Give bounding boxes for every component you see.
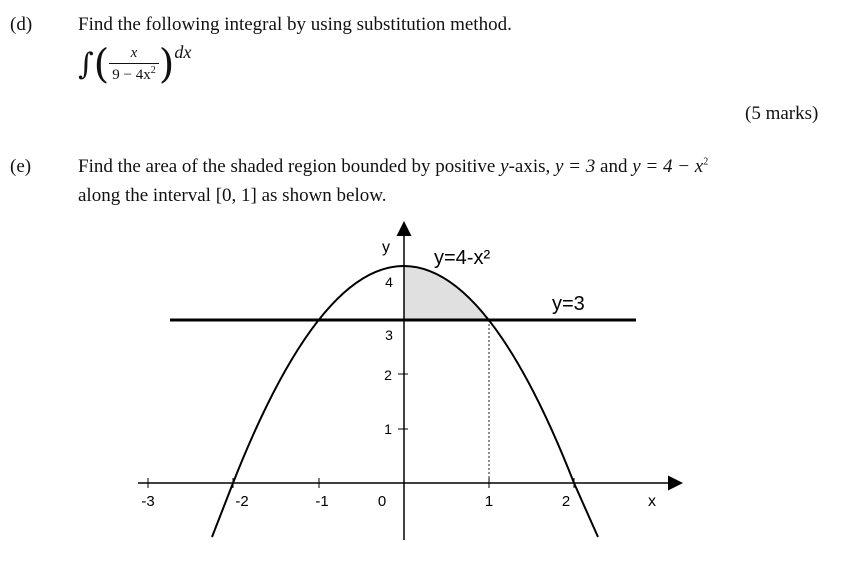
part-e-question-line2: along the interval [0, 1] as shown below. [78,185,387,206]
integrand-denominator: 9 − 4x [112,66,151,83]
question-y-var: y [500,156,509,177]
x-tick-label: -2 [235,493,249,510]
equation-y-equals-3: y = 3 [555,156,596,177]
y-tick-label: 4 [385,274,393,290]
x-tick-label: 2 [561,493,571,510]
parabola-exponent: 2 [703,156,709,168]
y-tick-label: 2 [384,367,392,383]
differential-dx: dx [174,42,192,62]
equation-parabola: y = 4 − x [632,156,704,177]
y-axis-label: y [382,239,390,256]
y-tick-label: 3 [385,327,393,343]
x-axis-label: x [648,493,656,510]
close-paren: ) [158,41,175,88]
integral-sign: ∫ [78,46,94,82]
part-d-label: (d) [10,14,33,35]
part-d-marks: (5 marks) [745,103,819,124]
line-label: y=3 [552,293,585,315]
y-tick-label: 1 [384,421,392,437]
question-text-a: Find the area of the shaded region bounded by positive [78,156,501,177]
shaded-region [404,266,489,320]
x-tick-label: 1 [484,493,494,510]
part-d-question: Find the following integral by using substitution method. [78,14,512,35]
open-paren: ( [93,41,110,88]
question-text-and: and [595,156,633,177]
denominator-exponent: 2 [150,64,156,76]
curve-label: y=4-x² [434,247,491,269]
x-tick-label: 0 [377,493,387,510]
x-tick-label: -1 [315,493,329,510]
question-text-b: -axis, [508,156,555,177]
integrand-numerator: x [130,44,138,61]
x-tick-label: -3 [141,493,155,510]
part-e-label: (e) [10,156,32,177]
